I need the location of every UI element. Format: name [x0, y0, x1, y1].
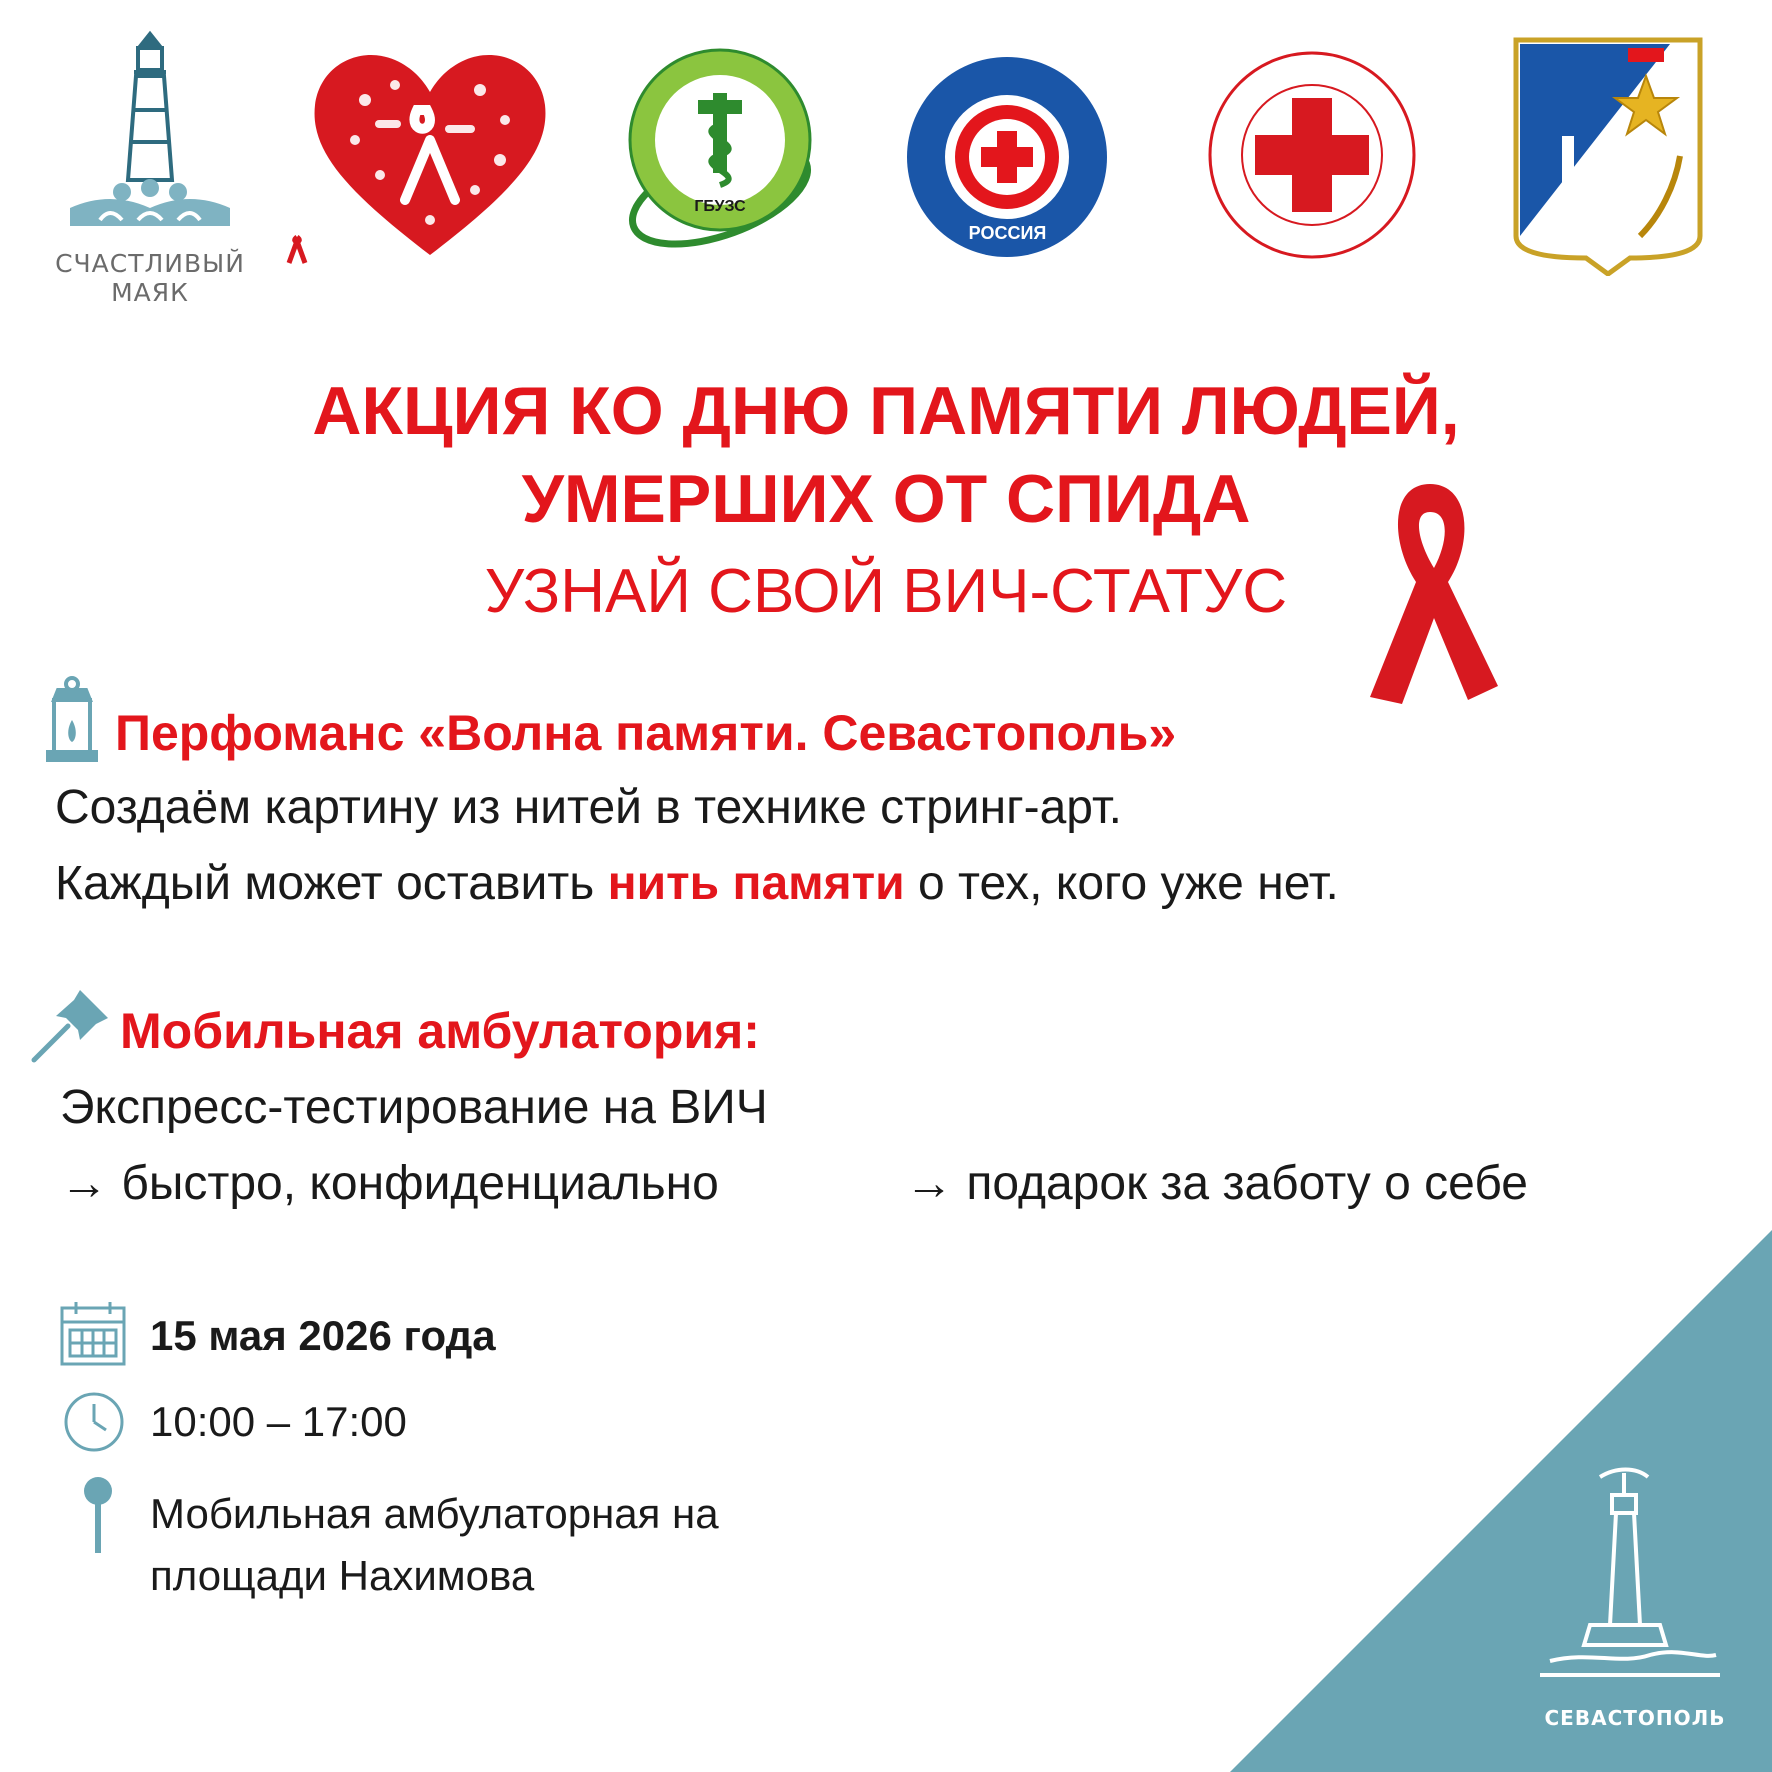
title-line1: АКЦИЯ КО ДНЮ ПАМЯТИ ЛЮДЕЙ,	[312, 373, 1460, 449]
mobile-line1: Экспресс-тестирование на ВИЧ	[60, 1081, 768, 1134]
monument-icon	[1530, 1465, 1730, 1685]
mobile-item1: → быстро, конфиденциально	[60, 1157, 719, 1210]
lighthouse-icon	[30, 30, 270, 240]
event-time: 10:00 – 17:00	[150, 1398, 407, 1445]
logo-nurses-association	[905, 55, 1110, 260]
location-pin-icon	[80, 1475, 116, 1555]
corner-caption: СЕВАСТОПОЛЬ	[1544, 1706, 1726, 1730]
event-place-line1: Мобильная амбулаторная на	[150, 1490, 719, 1537]
logo-sevastopol-arms	[1510, 36, 1706, 276]
title-line2: УМЕРШИХ ОТ СПИДА	[521, 461, 1251, 537]
event-date: 15 мая 2026 года	[150, 1312, 496, 1359]
heart-logo-icon	[305, 40, 555, 270]
performance-line2-pre: Каждый может оставить	[55, 857, 608, 910]
event-place-line2: площади Нахимова	[150, 1552, 535, 1599]
hospital-abbr: ГБУЗС	[694, 198, 746, 215]
performance-line2	[55, 856, 1339, 911]
mayak-line2: МАЯК	[111, 278, 189, 307]
clock-icon	[62, 1390, 126, 1454]
logo-schastlivy-mayak	[30, 30, 270, 310]
calendar-icon	[58, 1298, 128, 1368]
logo-infectious-hospital	[620, 45, 820, 255]
performance-line1: Создаём картину из нитей в технике стринг-арт.	[55, 781, 1122, 834]
mayak-line1: СЧАСТЛИВЫЙ	[55, 249, 245, 278]
performance-heading: Перфоманс «Волна памяти. Севастополь»	[115, 705, 1177, 761]
title-line3: УЗНАЙ СВОЙ ВИЧ-СТАТУС	[484, 557, 1288, 626]
mobile-heading: Мобильная амбулатория:	[120, 1003, 760, 1059]
ribbon-icon	[285, 235, 309, 265]
pushpin-icon	[30, 986, 112, 1064]
logo-russian-red-cross	[1205, 48, 1420, 263]
lantern-icon	[42, 676, 102, 762]
mobile-item2: → подарок за заботу о себе	[905, 1157, 1528, 1210]
nurses-bottom-text: РОССИЯ	[968, 223, 1047, 243]
performance-line2-highlight: нить памяти	[607, 857, 905, 910]
logo-heart	[305, 40, 555, 270]
performance-line2-post: о тех, кого уже нет.	[904, 857, 1339, 910]
ribbon-icon	[1350, 472, 1510, 712]
